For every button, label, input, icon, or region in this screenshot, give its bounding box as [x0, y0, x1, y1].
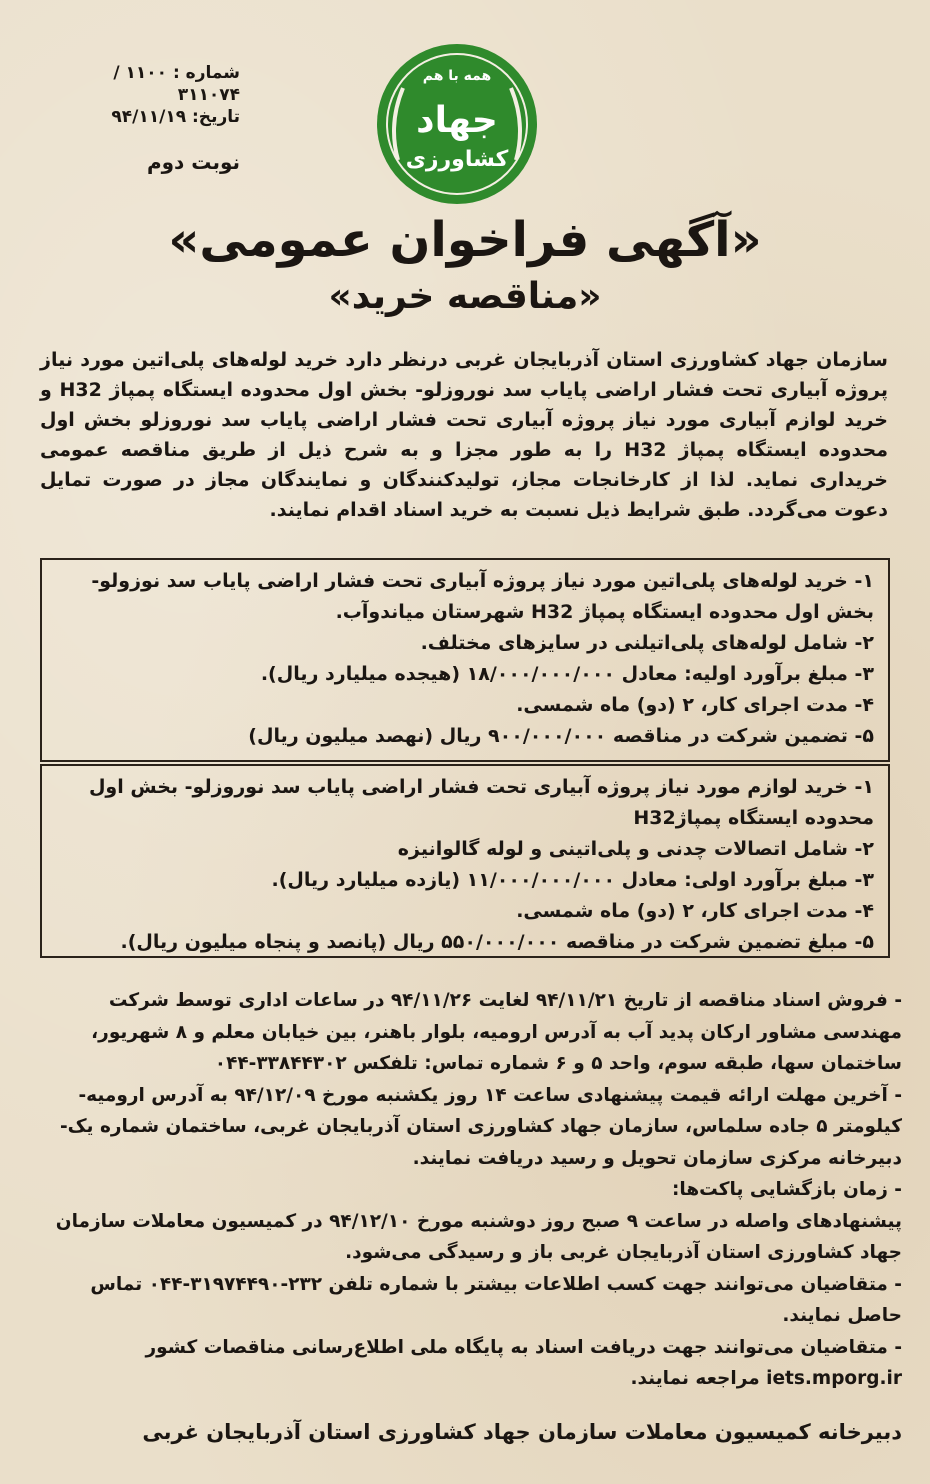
condition-item: - متقاضیان می‌توانند جهت کسب اطلاعات بیشتر با شماره تلفن ۲۳۲-۳۱۹۷۴۴۹۰-۰۴۴ تماس حاصل نمایند. [90, 1273, 902, 1326]
logo-top-text: همه با هم [422, 68, 492, 84]
tender-box-pipes [40, 558, 890, 762]
header-meta [60, 62, 240, 174]
tender1-item: ۵- تضمین شرکت در مناقصه ۹۰۰/۰۰۰/۰۰۰ ریال (نهصد میلیون ریال) [248, 725, 874, 747]
notice-title: «آگهی فراخوان عمومی» [168, 212, 762, 268]
intro-paragraph: سازمان جهاد کشاورزی استان آذربایجان غربی درنظر دارد خرید لوله‌های پلی‌اتین مورد نیاز پروژه آبیاری تحت فشار اراضی پایاب سد نوروزلو- بخش اول محدوده ایستگاه پمپاژ H32 و خرید لوازم آبیاری مورد نیاز پروژه آبیاری تحت فشار اراضی پایاب سد نوروزلو بخش اول محدوده ایستگاه پمپاژ H32 را به طور مجزا و به شرح ذیل از طریق مناقصه عمومی خریداری نماید. لذا از کارخانجات مجاز، تولیدکنندگان و نمایندگان مجاز در صورت تمایل دعوت می‌گردد. طبق شرایط ذیل نسبت به خرید اسناد اقدام نمایند. [40, 349, 888, 521]
condition-item: - آخرین مهلت ارائه قیمت پیشنهادی ساعت ۱۴ روز یکشنبه مورخ ۹۴/۱۲/۰۹ به آدرس ارومیه- کیلومتر ۵ جاده سلماس، سازمان جهاد کشاورزی استان آذربایجان غربی، ساختمان شماره یک- دبیرخانه مرکزی سازمان تحویل و رسید دریافت نمایند. [59, 1084, 902, 1169]
tender2-item: ۲- شامل اتصالات چدنی و پلی‌اتینی و لوله گالوانیزه [397, 838, 874, 860]
condition-item: - فروش اسناد مناقصه از تاریخ ۹۴/۱۱/۲۱ لغایت ۹۴/۱۱/۲۶ در ساعات اداری توسط شرکت مهندسی مشاور ارکان پدید آب به آدرس ارومیه، بلوار باهنر، بین خیابان معلم و ۸ شهریور، ساختمان سها، طبقه سوم، واحد ۵ و ۶ شماره تماس: تلفکس ۳۳۸۴۴۳۰۲-۰۴۴ [91, 990, 902, 1074]
tender1-item: ۴- مدت اجرای کار، ۲ (دو) ماه شمسی. [516, 694, 874, 716]
tender2-item: ۵- مبلغ تضمین شرکت در مناقصه ۵۵۰/۰۰۰/۰۰۰ ریال (پانصد و پنجاه میلیون ریال). [120, 931, 874, 953]
date-line: تاریخ: ۹۴/۱۱/۱۹ [111, 107, 240, 127]
tender2-item: ۳- مبلغ برآورد اولی: معادل ۱۱/۰۰۰/۰۰۰/۰۰۰ (یازده میلیارد ریال). [271, 869, 874, 891]
tender2-item: ۴- مدت اجرای کار، ۲ (دو) ماه شمسی. [516, 900, 874, 922]
number-line: شماره : ۱۱۰۰ / ۳۱۱۰۷۴ [113, 63, 240, 105]
tender1-item: ۱- خرید لوله‌های پلی‌اتین مورد نیاز پروژه آبیاری تحت فشار اراضی پایاب سد نوزولو- بخش اول محدوده ایستگاه پمپاژ H32 شهرستان میاندوآب. [91, 570, 874, 623]
tender1-item: ۳- مبلغ برآورد اولیه: معادل ۱۸/۰۰۰/۰۰۰/۰۰۰ (هیجده میلیارد ریال). [260, 663, 874, 685]
tender-box-fittings [40, 764, 890, 958]
notice-subtitle: «مناقصه خرید» [328, 276, 602, 317]
tender1-item: ۲- شامل لوله‌های پلی‌اتیلنی در سایزهای مختلف. [420, 632, 874, 654]
tender2-item: ۱- خرید لوازم مورد نیاز پروژه آبیاری تحت فشار اراضی پایاب سد نوروزلو- بخش اول محدوده ایستگاه پمپاژH32 [88, 776, 874, 829]
conditions-section [40, 985, 902, 1395]
condition-item: پیشنهادهای واصله در ساعت ۹ صبح روز دوشنبه مورخ ۹۴/۱۲/۱۰ در کمیسیون معاملات سازمان جهاد کشاورزی استان آذربایجان غربی باز و رسیدگی می‌شود. [55, 1210, 902, 1263]
logo-main-text: جهاد [416, 100, 498, 141]
condition-item: - زمان بازگشایی پاکت‌ها: [672, 1179, 902, 1200]
logo-bottom-text: کشاورزی [405, 147, 509, 172]
jihad-logo [368, 40, 546, 208]
condition-item: - متقاضیان می‌توانند جهت دریافت اسناد به پایگاه ملی اطلاع‌رسانی مناقصات کشور iets.mporg.ir مراجعه نمایند. [145, 1336, 902, 1389]
footer-signature: دبیرخانه کمیسیون معاملات سازمان جهاد کشاورزی استان آذربایجان غربی [142, 1420, 902, 1444]
round-label: نوبت دوم [146, 150, 240, 174]
